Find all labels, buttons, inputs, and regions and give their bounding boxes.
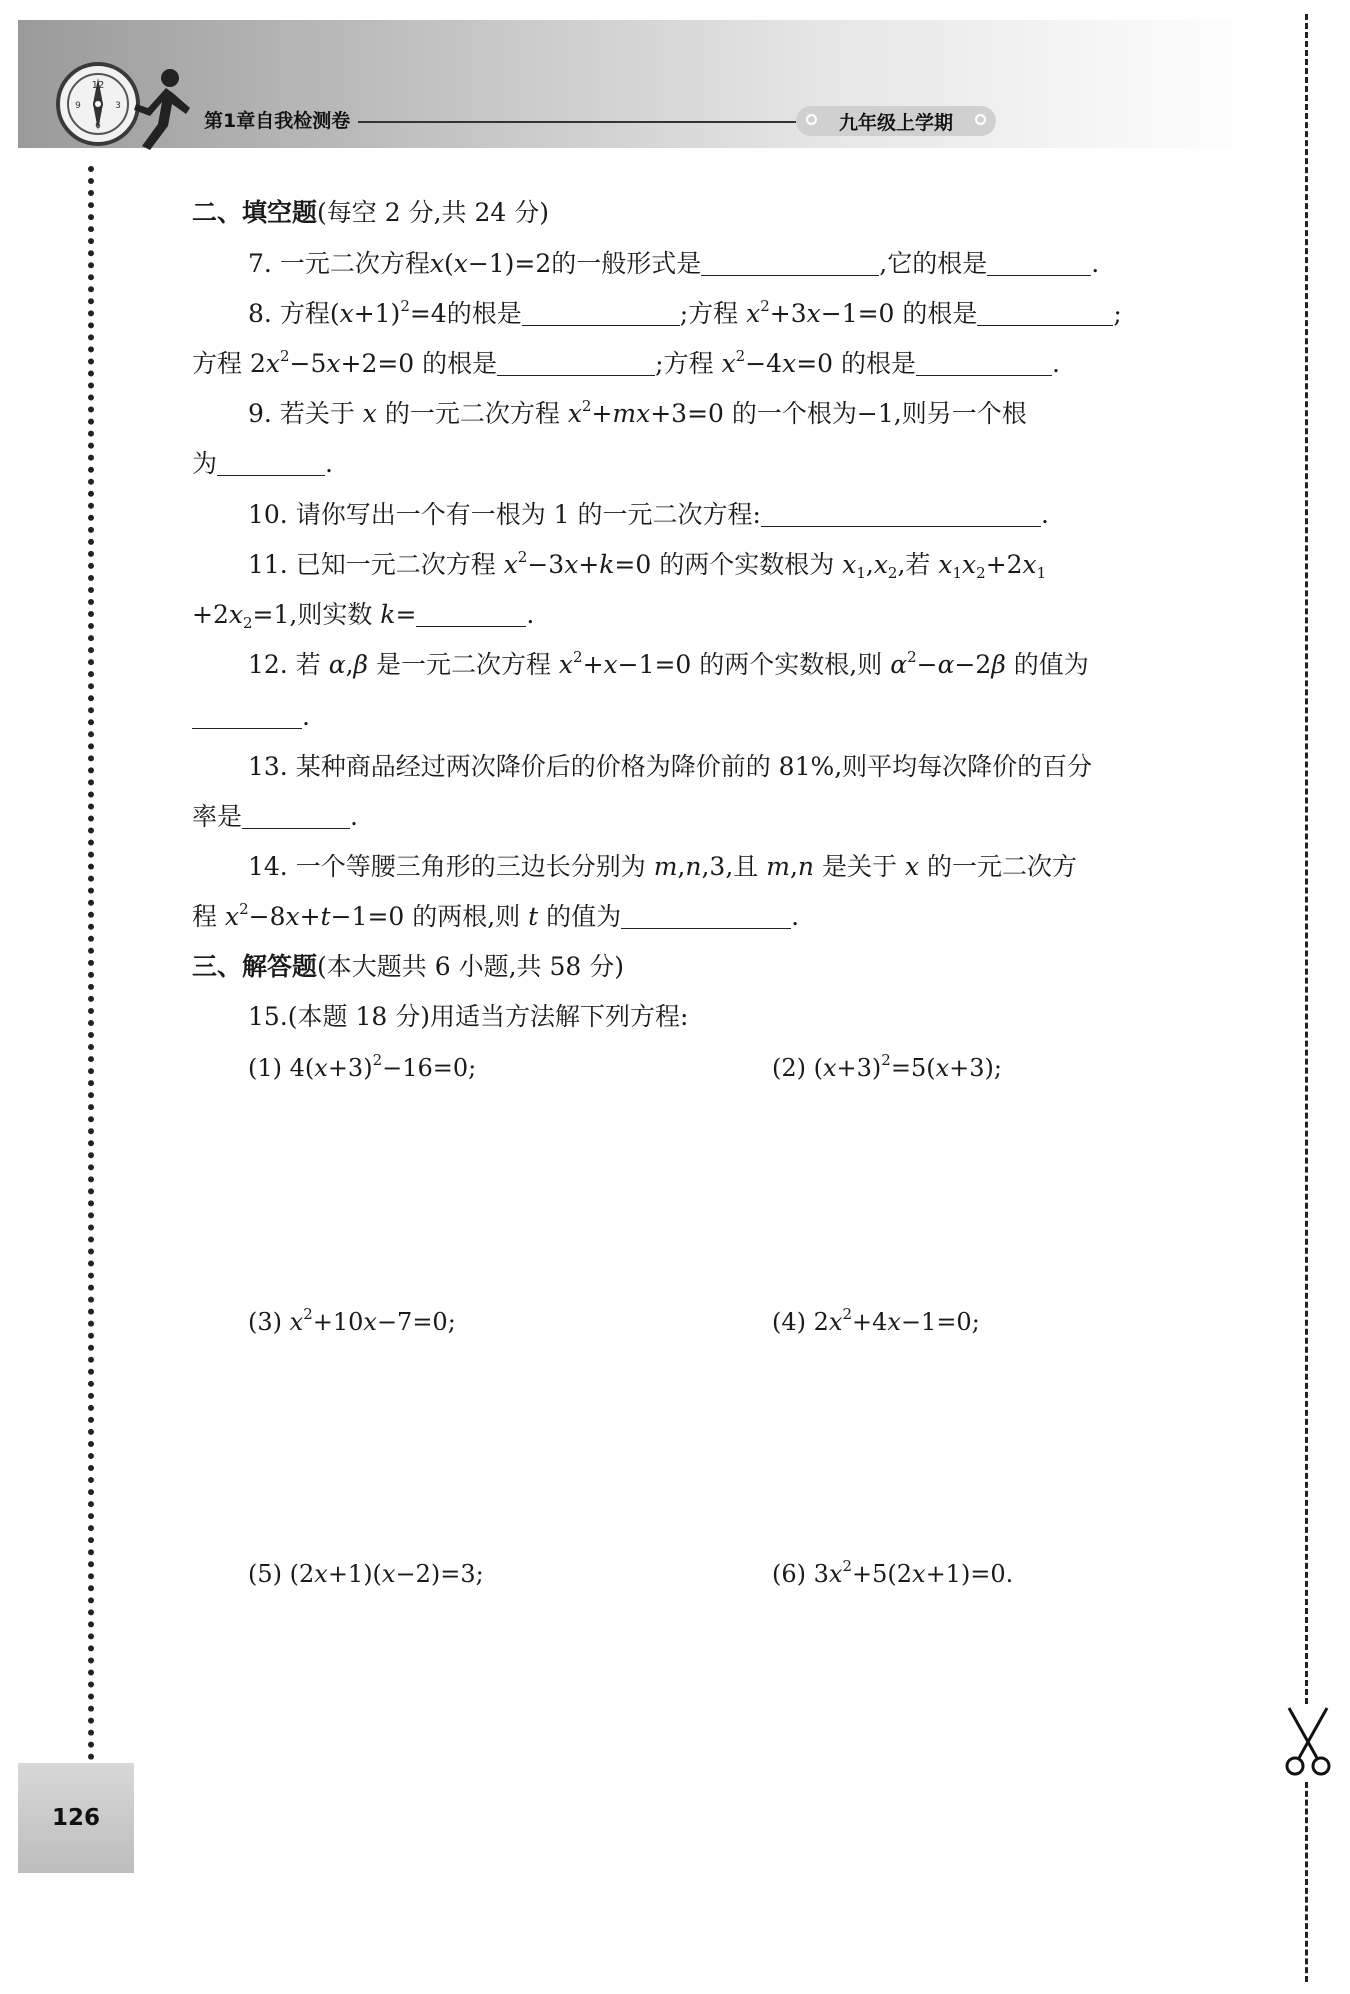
svg-text:3: 3	[115, 101, 121, 111]
sub-problem-5: (5) (2x+1)(x−2)=3;	[248, 1560, 484, 1588]
cut-line-upper	[1305, 14, 1308, 1704]
answer-blank[interactable]	[916, 349, 1052, 376]
answer-blank[interactable]	[761, 500, 1041, 527]
sub-problem-3: (3) $x^2+10x-7=0$;	[248, 1305, 456, 1336]
question-13-line-1: 13. 某种商品经过两次降价后的价格为降价前的 81%,则平均每次降价的百分	[248, 752, 1093, 781]
scissors-icon	[1283, 1704, 1333, 1780]
header-rule	[358, 121, 796, 123]
section-title: 三、解答题	[192, 952, 318, 981]
question-15: 15.(本题 18 分)用适当方法解下列方程:	[248, 1002, 689, 1031]
svg-text:6: 6	[95, 121, 101, 131]
answer-blank[interactable]	[192, 702, 302, 729]
answer-blank[interactable]	[416, 600, 526, 627]
question-9-line-2: 为 .	[192, 449, 333, 478]
answer-blank[interactable]	[217, 449, 325, 476]
question-12-line-1: 12. 若 α,β 是一元二次方程 $x^2+x-1=0$ 的两个实数根,则 $\alpha^2-\alpha-2\beta$ 的值为	[248, 648, 1089, 679]
binding-dotted-line	[88, 166, 94, 1761]
sub-problem-1: (1) $4(x+3)^2-16=0$;	[248, 1051, 477, 1082]
answer-blank[interactable]	[497, 349, 655, 376]
answer-blank[interactable]	[701, 249, 879, 276]
pill-dot-right	[975, 114, 986, 125]
page-number: 126	[18, 1763, 134, 1873]
question-7: 7. 一元二次方程x(x−1)=2的一般形式是 ,它的根是 .	[248, 249, 1100, 278]
answer-blank[interactable]	[242, 802, 350, 829]
svg-text:9: 9	[75, 101, 81, 111]
section-title: 二、填空题	[192, 198, 318, 227]
question-13-line-2: 率是 .	[192, 802, 358, 831]
question-11-line-1: 11. 已知一元二次方程 $x^2-3x+k=0$ 的两个实数根为 $x_1,x_2$,若 $x_1x_2+2x_1$	[248, 548, 1047, 582]
section-note: (每空 2 分,共 24 分)	[317, 198, 549, 227]
answer-blank[interactable]	[987, 249, 1091, 276]
cut-line-lower	[1305, 1782, 1308, 1982]
answer-blank[interactable]	[522, 299, 680, 326]
svg-text:12: 12	[91, 80, 105, 91]
pill-dot-left	[806, 114, 817, 125]
question-10: 10. 请你写出一个有一根为 1 的一元二次方程: .	[248, 500, 1049, 529]
sub-problem-4: (4) $2x^2+4x-1=0$;	[772, 1305, 980, 1336]
answer-blank[interactable]	[977, 299, 1113, 326]
question-9-line-1: 9. 若关于 x 的一元二次方程 $x^2+mx+3=0$ 的一个根为−1,则另一个根	[248, 397, 1027, 428]
section-solve-heading	[192, 950, 624, 984]
runner-icon	[128, 64, 198, 154]
question-14-line-2: 程 $x^2-8x+t-1=0$ 的两根,则 t 的值为 .	[192, 900, 800, 931]
question-11-line-2: $+2x_2=1$,则实数 k= .	[192, 600, 535, 632]
grade-label: 九年级上学期	[838, 111, 953, 134]
question-14-line-1: 14. 一个等腰三角形的三边长分别为 m,n,3,且 m,n 是关于 x 的一元二次方	[248, 852, 1078, 881]
chapter-title: 第1章自我检测卷	[204, 110, 351, 132]
section-note: (本大题共 6 小题,共 58 分)	[317, 952, 624, 981]
answer-blank[interactable]	[621, 902, 791, 929]
question-12-line-2: .	[192, 700, 310, 734]
sub-problem-2: (2) $(x+3)^2=5(x+3)$;	[772, 1051, 1002, 1082]
question-8-line-2: 方程 $2x^2-5x+2=0$ 的根是 ;方程 $x^2-4x=0$ 的根是 .	[192, 347, 1060, 378]
sub-problem-6: (6) $3x^2+5(2x+1)=0$.	[772, 1557, 1014, 1588]
question-8-line-1: 8. 方程$(x+1)^2=4$的根是 ;方程 $x^2+3x-1=0$ 的根是 ;	[248, 297, 1122, 328]
section-fill-in-heading	[192, 196, 549, 230]
grade-badge	[796, 106, 996, 136]
